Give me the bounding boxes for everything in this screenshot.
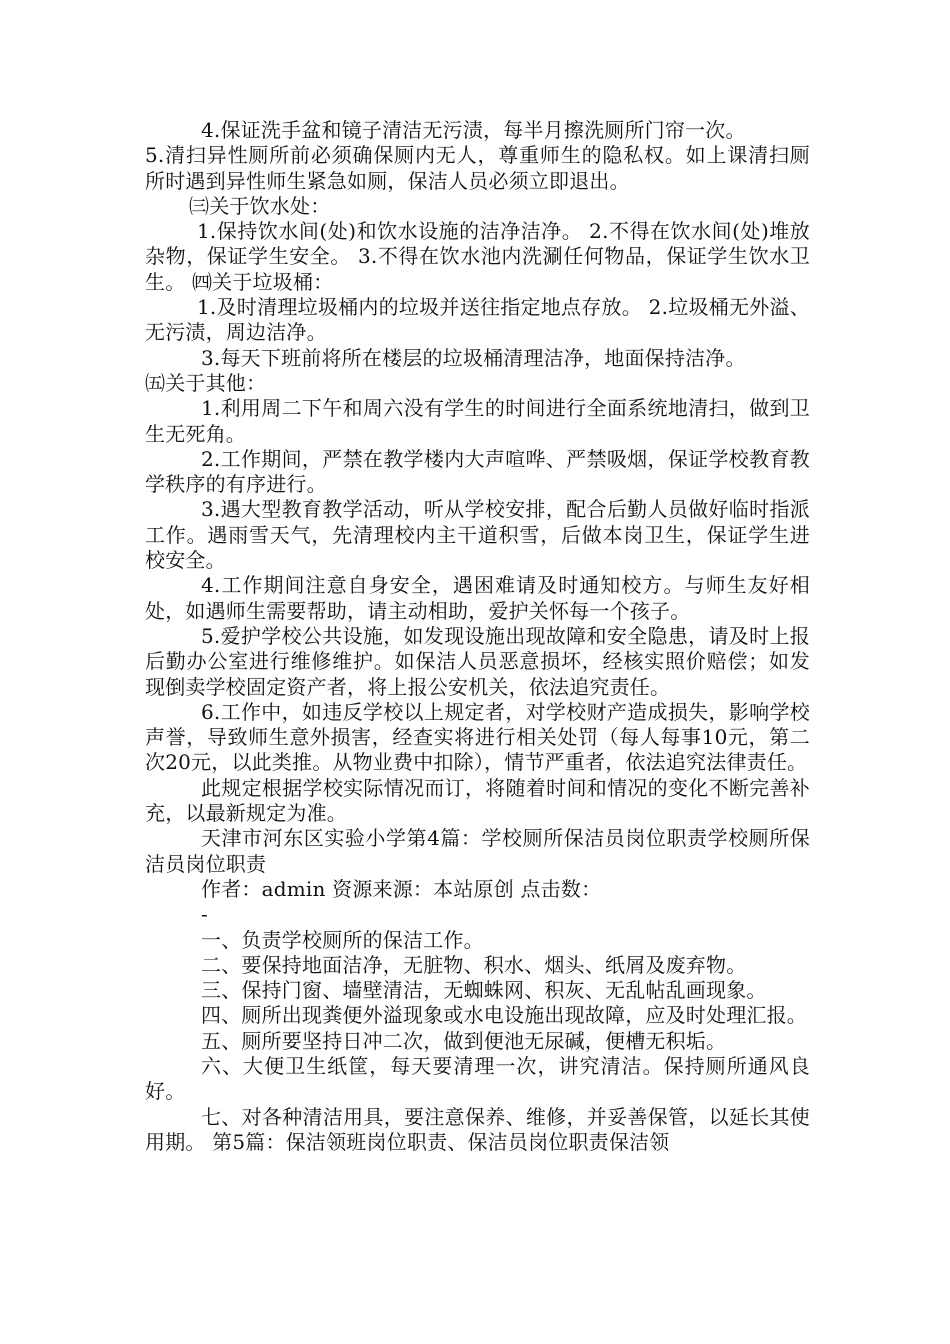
section-heading: ㈢关于饮水处： (189, 193, 331, 218)
paragraph: 4.保证洗手盆和镜子清洁无污渍，每半月擦洗厕所门帘一次。 (201, 118, 746, 142)
separator-dash: - (201, 902, 208, 927)
article-meta: 作者：admin 资源来源：本站原创 点击数： (201, 876, 602, 901)
paragraph: 4.工作期间注意自身安全，遇困难请及时通知校方。与师生友好相处，如遇师生需要帮助，请主动相助，爱护关怀每一个孩子。 (145, 573, 810, 623)
paragraph: 3.每天下班前将所在楼层的垃圾桶清理洁净，地面保持洁净。 (201, 345, 746, 370)
list-item: 五、厕所要坚持日冲二次，做到便池无尿碱，便槽无积垢。 (201, 1028, 727, 1053)
paragraph: 3.遇大型教育教学活动，听从学校安排，配合后勤人员做好临时指派工作。遇雨雪天气，先清理校内主干道积雪，后做本岗卫生，保证学生进校安全。 (145, 497, 810, 573)
paragraph: 1.保持饮水间(处)和饮水设施的洁净洁净。 2.不得在饮水间(处)堆放杂物，保证学生安全。 3.不得在饮水池内洗涮任何物品，保证学生饮水卫生。 ㈣关于垃圾桶： (145, 219, 810, 294)
article-title: 天津市河东区实验小学第4篇：学校厕所保洁员岗位职责学校厕所保洁员岗位职责 (145, 826, 810, 876)
list-item: 七、对各种清洁用具，要注意保养、维修，并妥善保管，以延长其使用期。 第5篇：保洁领班岗位职责、保洁员岗位职责保洁领 (145, 1104, 810, 1154)
paragraph: 1.及时清理垃圾桶内的垃圾并送往指定地点存放。 2.垃圾桶无外溢、无污渍，周边洁净。 (145, 295, 810, 345)
list-item: 三、保持门窗、墙壁清洁，无蜘蛛网、积灰、无乱帖乱画现象。 (201, 978, 767, 1003)
paragraph: 5.爱护学校公共设施，如发现设施出现故障和安全隐患，请及时上报后勤办公室进行维修维护。如保洁人员恶意损坏，经核实照价赔偿；如发现倒卖学校固定资产者，将上报公安机关，依法追究责任。 (145, 623, 810, 699)
list-item: 四、厕所出现粪便外溢现象或水电设施出现故障，应及时处理汇报。 (201, 1003, 807, 1028)
list-item: 一、负责学校厕所的保洁工作。 (201, 927, 484, 952)
paragraph: 2.工作期间，严禁在教学楼内大声喧哗、严禁吸烟，保证学校教育教学秩序的有序进行。 (145, 446, 810, 497)
list-item: 二、要保持地面洁净，无脏物、积水、烟头、纸屑及废弃物。 (201, 952, 747, 977)
paragraph: 1.利用周二下午和周六没有学生的时间进行全面系统地清扫，做到卫生无死角。 (145, 396, 810, 446)
paragraph: 5.清扫异性厕所前必须确保厕内无人，尊重师生的隐私权。如上课清扫厕所时遇到异性师生紧急如厕，保洁人员必须立即退出。 (145, 143, 810, 193)
paragraph: 此规定根据学校实际情况而订，将随着时间和情况的变化不断完善补充，以最新规定为准。 (145, 775, 810, 826)
document-body (145, 118, 810, 1155)
list-item: 六、大便卫生纸筐，每天要清理一次，讲究清洁。保持厕所通风良好。 (145, 1053, 810, 1104)
paragraph: 6.工作中，如违反学校以上规定者，对学校财产造成损失，影响学校声誉，导致师生意外损害，经查实将进行相关处罚（每人每事10元，第二次20元，以此类推。从物业费中扣除），情节严重者，依法追究法律责任。 (145, 699, 810, 775)
section-heading: ㈤关于其他： (145, 370, 267, 395)
